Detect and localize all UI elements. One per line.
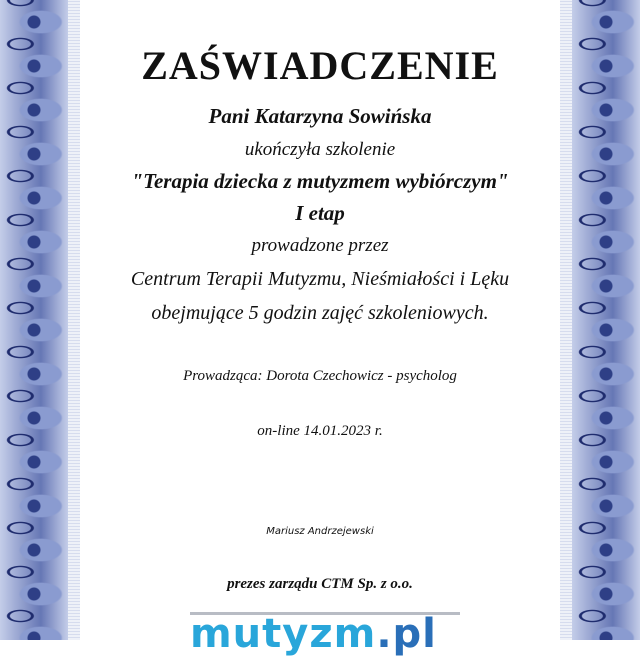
decorative-border-right: [572, 0, 640, 640]
decorative-border-left: [0, 0, 68, 640]
signature: Mariusz Andrzejewski: [266, 526, 374, 537]
date-text: on-line 14.01.2023 r.: [257, 423, 383, 439]
organizer-name: Centrum Terapii Mutyzmu, Nieśmiałości i Lęku: [130, 268, 510, 290]
course-name: "Terapia dziecka z mutyzmem wybiórczym": [131, 169, 509, 193]
logo-domain: .pl: [376, 611, 437, 657]
hours-text: obejmujące 5 godzin zajęć szkoleniowych.: [151, 302, 489, 324]
logo-main: mutyzm: [190, 611, 377, 657]
border-strip-right: [560, 0, 572, 640]
certificate-title: ZAŚWIADCZENIE: [141, 43, 499, 88]
border-strip-left: [68, 0, 80, 640]
signatory-role: prezes zarządu CTM Sp. z o.o.: [227, 576, 413, 592]
conducted-by-label: prowadzone przez: [251, 235, 389, 256]
completed-text: ukończyła szkolenie: [244, 139, 396, 160]
recipient-name: Pani Katarzyna Sowińska: [208, 104, 432, 128]
mutyzm-logo: [190, 612, 460, 655]
course-stage: I etap: [295, 201, 345, 225]
instructor-text: Prowadząca: Dorota Czechowicz - psycholog: [183, 368, 457, 384]
